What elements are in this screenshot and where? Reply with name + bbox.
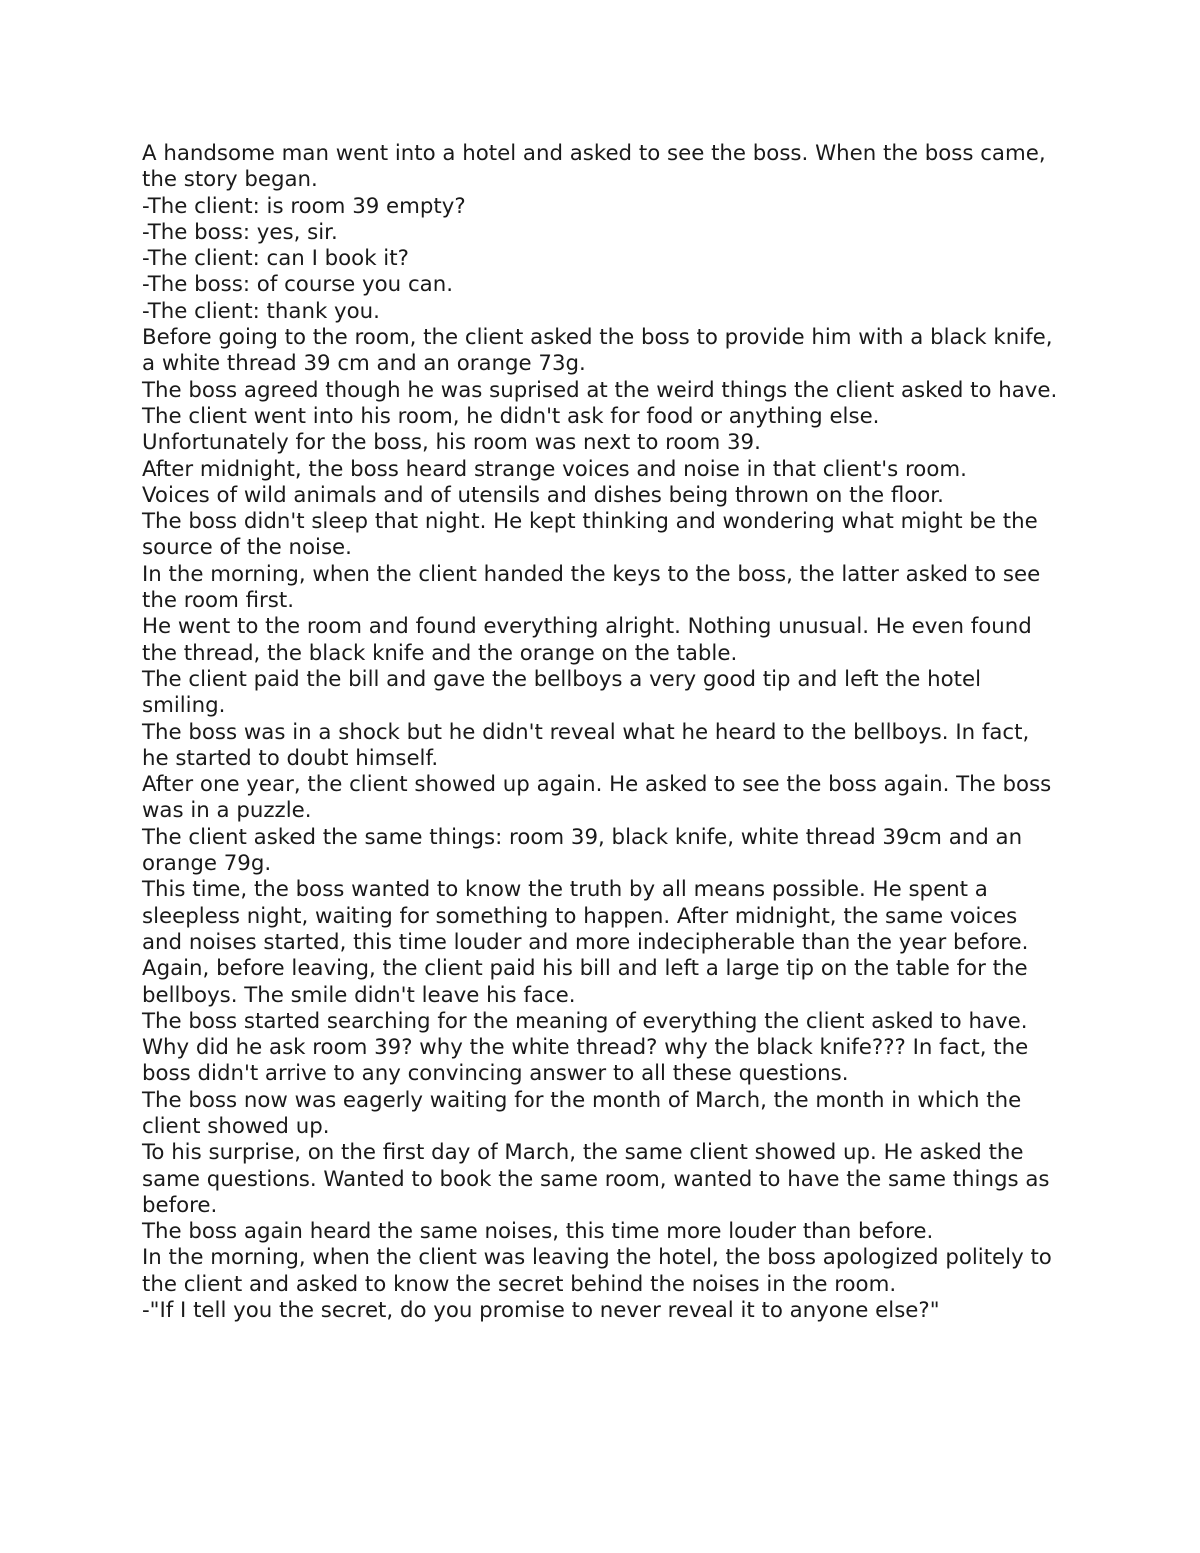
paragraph-26: In the morning, when the client was leaving the hotel, the boss apologized politely to the client and asked to know the secret behind the noises in the room. bbox=[142, 1245, 1052, 1297]
paragraph-27: -"If I tell you the secret, do you promise to never reveal it to anyone else?" bbox=[142, 1298, 940, 1324]
paragraph-14: In the morning, when the client handed the keys to the boss, the latter asked to see the room first. bbox=[142, 561, 1041, 614]
paragraph-2: -The client: is room 39 empty? bbox=[142, 193, 466, 219]
paragraph-7: Before going to the room, the client asked the boss to provide him with a black knife, a white thread 39 cm and an orange 73g. bbox=[142, 325, 1053, 377]
paragraph-24: To his surprise, on the first day of March, the same client showed up. He asked the same questions. Wanted to book the same room, wanted to have the same things as before. bbox=[142, 1140, 1050, 1218]
paragraph-8: The boss agreed though he was suprised at the weird things the client asked to have. bbox=[142, 377, 1058, 403]
document-body bbox=[142, 141, 1062, 1324]
paragraph-22: The boss started searching for the meaning of everything the client asked to have. Why did he ask room 39? why the white thread? why the black knife??? In fact, the boss didn't arrive to any convincing answer to all these questions. bbox=[142, 1008, 1029, 1087]
paragraph-20: This time, the boss wanted to know the truth by all means possible. He spent a sleepless night, waiting for something to happen. After midnight, the same voices and noises started, this time louder and more indecipherable than the year before. bbox=[142, 877, 1029, 955]
paragraph-6: -The client: thank you. bbox=[142, 298, 380, 324]
paragraph-19: The client asked the same things: room 39, black knife, white thread 39cm and an orange 79g. bbox=[142, 824, 1023, 877]
paragraph-16: The client paid the bill and gave the bellboys a very good tip and left the hotel smiling. bbox=[142, 666, 982, 719]
paragraph-13: The boss didn't sleep that night. He kept thinking and wondering what might be the source of the noise. bbox=[142, 509, 1038, 561]
paragraph-17: The boss was in a shock but he didn't reveal what he heard to the bellboys. In fact, he started to doubt himself. bbox=[142, 719, 1030, 771]
paragraph-11: After midnight, the boss heard strange voices and noise in that client's room. bbox=[142, 456, 967, 482]
paragraph-12: Voices of wild animals and of utensils and dishes being thrown on the floor. bbox=[142, 482, 944, 508]
paragraph-15: He went to the room and found everything alright. Nothing unusual. He even found the thread, the black knife and the orange on the table. bbox=[142, 614, 1032, 666]
paragraph-18: After one year, the client showed up again. He asked to see the boss again. The boss was in a puzzle. bbox=[142, 772, 1052, 824]
paragraph-25: The boss again heard the same noises, this time more louder than before. bbox=[142, 1219, 934, 1245]
paragraph-21: Again, before leaving, the client paid his bill and left a large tip on the table for the bellboys. The smile didn't leave his face. bbox=[142, 956, 1028, 1008]
paragraph-9: The client went into his room, he didn't ask for food or anything else. bbox=[142, 403, 880, 429]
paragraph-5: -The boss: of course you can. bbox=[142, 272, 453, 298]
paragraph-4: -The client: can I book it? bbox=[142, 246, 409, 272]
paragraph-1: A handsome man went into a hotel and asked to see the boss. When the boss came, the story began. bbox=[142, 141, 1046, 193]
paragraph-3: -The boss: yes, sir. bbox=[142, 219, 338, 245]
paragraph-10: Unfortunately for the boss, his room was next to room 39. bbox=[142, 430, 761, 456]
paragraph-23: The boss now was eagerly waiting for the month of March, the month in which the client showed up. bbox=[142, 1087, 1022, 1139]
